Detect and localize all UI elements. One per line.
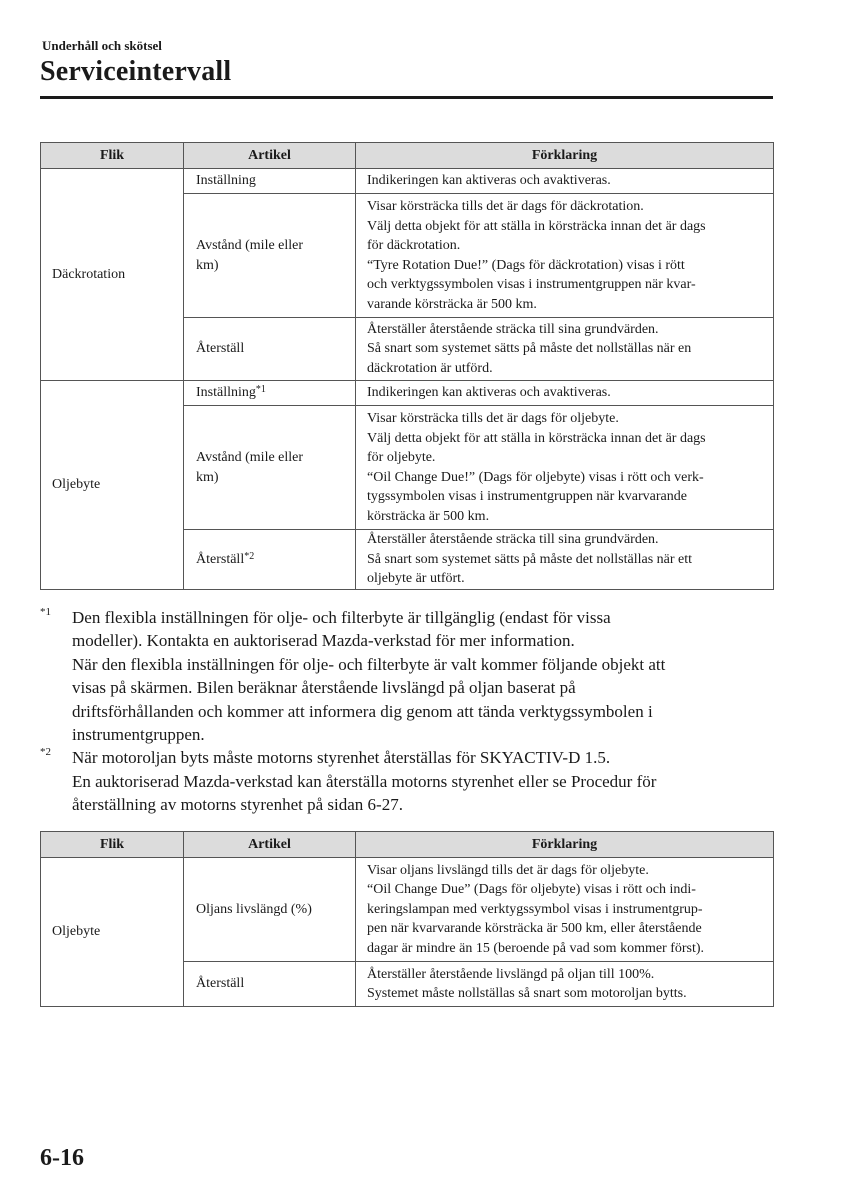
footnote-line: visas på skärmen. Bilen beräknar återstående livslängd på oljan baserat på [72, 678, 576, 698]
forklaring-line: för oljebyte. [367, 450, 436, 465]
service-table-1 [40, 142, 774, 590]
footnote-line: Den flexibla inställningen för olje- och filterbyte är tillgänglig (endast för vissa [72, 608, 611, 627]
forklaring-line: oljebyte är utfört. [367, 571, 465, 586]
artikel-text: Återställ [196, 341, 245, 357]
column-header-forklaring: Förklaring [356, 143, 774, 169]
flik-cell [41, 169, 184, 381]
flik-label: Oljebyte [52, 477, 101, 492]
table-row [41, 169, 774, 194]
artikel-cell [184, 381, 356, 406]
artikel-text: Återställ [196, 976, 245, 992]
forklaring-line: varande körsträcka är 500 km. [367, 296, 537, 312]
footnote-mark-text: *1 [40, 606, 51, 618]
footnote-line: modeller). Kontakta en auktoriserad Mazda-verkstad för mer information. [72, 631, 575, 651]
forklaring-line: “Oil Change Due!” (Dags för oljebyte) visas i rött och verk- [367, 469, 704, 485]
footnote-line: instrumentgruppen. [72, 725, 205, 745]
footnote-mark-text: *2 [40, 746, 51, 759]
forklaring-cell [356, 962, 774, 1007]
forklaring-line: Systemet måste nollställas så snart som motoroljan bytts. [367, 986, 687, 1001]
service-table-2 [40, 831, 774, 1007]
section-kicker: Underhåll och skötsel [42, 38, 162, 53]
artikel-cell [184, 858, 356, 962]
forklaring-line: dagar är mindre än 15 (beroende på vad som kommer först). [367, 940, 705, 956]
table-row [41, 858, 774, 962]
artikel-label [196, 550, 355, 570]
flik-label: Däckrotation [52, 266, 126, 282]
footnote-mark [40, 606, 51, 629]
artikel-cell [184, 406, 356, 530]
artikel-cell [184, 962, 356, 1007]
artikel-label [196, 256, 355, 276]
artikel-text: Avstånd (mile eller [196, 450, 304, 465]
forklaring-line: Visar körsträcka tills det är dags för oljebyte. [367, 411, 619, 426]
artikel-label [196, 171, 355, 191]
column-header-artikel: Artikel [184, 832, 356, 858]
flik-cell [41, 858, 184, 1007]
artikel-text: km) [196, 469, 219, 485]
forklaring-cell [356, 381, 774, 406]
footnote-ref: *1 [255, 384, 266, 396]
title-rule [40, 96, 773, 99]
forklaring-line: Så snart som systemet sätts på måste det nollställas när ett [367, 551, 693, 567]
table-header-row [41, 143, 774, 169]
forklaring-line: Visar körsträcka tills det är dags för däckrotation. [367, 199, 644, 214]
forklaring-cell [356, 194, 774, 318]
forklaring-line: Visar oljans livslängd tills det är dags för oljebyte. [367, 862, 649, 878]
forklaring-cell [356, 169, 774, 194]
forklaring-line: “Oil Change Due” (Dags för oljebyte) visas i rött och indi- [367, 882, 696, 898]
footnotes [40, 606, 780, 817]
forklaring-line: Välj detta objekt för att ställa in körsträcka innan det är dags [367, 430, 706, 446]
forklaring-line: däckrotation är utförd. [367, 360, 493, 376]
column-header-flik: Flik [41, 143, 184, 169]
footnote-line: återställning av motorns styrenhet på sidan 6-27. [72, 795, 403, 815]
forklaring-line: Indikeringen kan aktiveras och avaktiveras. [367, 385, 611, 401]
footnote [40, 746, 780, 816]
artikel-label [196, 383, 355, 403]
forklaring-cell [356, 858, 774, 962]
forklaring-cell [356, 318, 774, 381]
forklaring-line: Återställer återstående livslängd på oljan till 100%. [367, 966, 655, 982]
column-header-flik: Flik [41, 832, 184, 858]
footnote [40, 606, 780, 746]
table-row [41, 381, 774, 406]
forklaring-line: tygssymbolen visas i instrumentgruppen när kvarvarande [367, 489, 687, 504]
footnote-line: En auktoriserad Mazda-verkstad kan återställa motorns styrenhet eller se Procedur för [72, 771, 657, 791]
artikel-label [196, 236, 355, 256]
forklaring-line: keringslampan med verktygssymbol visas i instrumentgrup- [367, 901, 703, 917]
page-title: Serviceintervall [40, 56, 232, 87]
artikel-text: Återställ [196, 551, 245, 567]
forklaring-line: Så snart som systemet sätts på måste det nollställas när en [367, 341, 692, 357]
artikel-label [196, 448, 355, 468]
forklaring-line: pen när kvarvarande körsträcka är 500 km, eller återstående [367, 921, 702, 937]
forklaring-line: “Tyre Rotation Due!” (Dags för däckrotation) visas i rött [367, 257, 685, 273]
forklaring-line: och verktygssymbolen visas i instrumentgruppen när kvar- [367, 277, 696, 292]
column-header-forklaring: Förklaring [356, 832, 774, 858]
forklaring-cell [356, 406, 774, 530]
table-header-row [41, 832, 774, 858]
flik-label: Oljebyte [52, 924, 101, 940]
artikel-label [196, 974, 355, 994]
forklaring-line: körsträcka är 500 km. [367, 508, 490, 524]
footnote-mark [40, 746, 51, 769]
artikel-cell [184, 530, 356, 590]
artikel-text: Inställning [196, 385, 256, 401]
forklaring-cell [356, 530, 774, 590]
forklaring-line: Välj detta objekt för att ställa in körsträcka innan det är dags [367, 218, 706, 234]
artikel-text: Avstånd (mile eller [196, 238, 304, 253]
artikel-label [196, 900, 355, 920]
footnote-line: driftsförhållanden och kommer att informera dig genom att tända verktygssymbolen i [72, 701, 653, 721]
forklaring-line: Återställer återstående sträcka till sina grundvärden. [367, 321, 659, 337]
footnote-line: När den flexibla inställningen för olje- och filterbyte är valt kommer följande objekt att [72, 654, 666, 674]
forklaring-line: Återställer återstående sträcka till sina grundvärden. [367, 532, 659, 547]
artikel-text: Inställning [196, 173, 256, 189]
artikel-label [196, 468, 355, 488]
flik-cell [41, 381, 184, 590]
artikel-label [196, 339, 355, 359]
footnote-ref: *2 [244, 550, 255, 562]
artikel-cell [184, 318, 356, 381]
page-number: 6-16 [40, 1145, 84, 1171]
column-header-artikel: Artikel [184, 143, 356, 169]
forklaring-line: Indikeringen kan aktiveras och avaktiveras. [367, 173, 611, 189]
artikel-cell [184, 194, 356, 318]
artikel-text: Oljans livslängd (%) [196, 901, 312, 917]
artikel-cell [184, 169, 356, 194]
forklaring-line: för däckrotation. [367, 238, 461, 253]
artikel-text: km) [196, 257, 219, 273]
footnote-line: När motoroljan byts måste motorns styrenhet återställas för SKYACTIV-D 1.5. [72, 748, 611, 768]
